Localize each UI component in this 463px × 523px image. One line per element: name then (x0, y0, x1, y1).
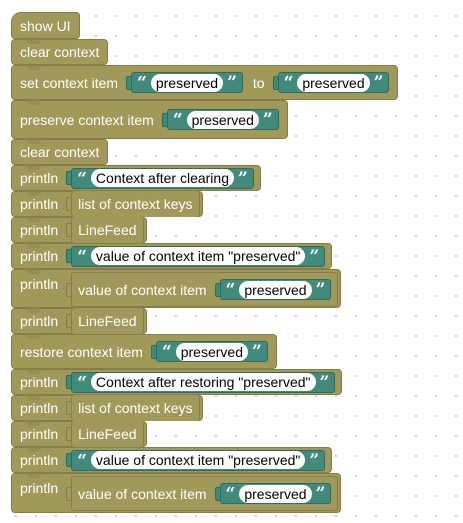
clear-context-block[interactable] (11, 39, 108, 65)
string-field[interactable]: preserved (297, 74, 369, 92)
open-quote-icon: “ (77, 372, 87, 393)
set-context-item-block[interactable] (11, 65, 398, 100)
block-notch (27, 165, 41, 170)
println-block[interactable] (11, 191, 203, 217)
block-notch (27, 334, 41, 339)
block-keyword: println (20, 313, 59, 329)
string-block[interactable] (131, 72, 243, 93)
block-keyword: preserve context item (20, 111, 154, 128)
block-keyword: clear context (20, 144, 100, 160)
block-notch (27, 100, 41, 105)
string-block[interactable] (71, 168, 254, 189)
string-field[interactable]: preserved (239, 485, 311, 503)
key-input-slot (151, 341, 268, 362)
value-input-slot (66, 308, 143, 334)
string-field[interactable]: preserved (187, 111, 259, 129)
block-notch (27, 395, 41, 400)
list-of-context-keys-block[interactable] (71, 191, 199, 217)
block-keyword: println (20, 480, 59, 496)
string-block[interactable] (278, 72, 390, 93)
show-ui-block[interactable] (11, 12, 80, 39)
block-keyword: println (20, 426, 59, 442)
value-of-context-item-block[interactable] (71, 272, 338, 307)
key-input-slot (162, 109, 279, 130)
println-block[interactable] (11, 421, 147, 447)
value-input-slot (66, 168, 254, 189)
block-notch (27, 39, 41, 44)
string-field[interactable]: value of context item "preserved" (91, 451, 305, 469)
input-connector (273, 76, 278, 90)
println-block[interactable] (11, 473, 341, 513)
block-notch (27, 473, 41, 478)
key-input-slot (126, 72, 243, 93)
string-field[interactable]: preserved (176, 343, 248, 361)
value-input-slot (66, 395, 199, 421)
block-keyword: println (20, 374, 59, 390)
close-quote-icon: ” (238, 168, 248, 189)
value-input-slot (66, 191, 199, 217)
value-input-slot (66, 217, 143, 243)
println-block[interactable] (11, 243, 332, 269)
block-keyword: println (20, 222, 59, 238)
block-keyword: println (20, 400, 59, 416)
key-input-slot (215, 279, 332, 300)
string-block[interactable] (71, 372, 335, 393)
preserve-context-item-block[interactable] (11, 100, 288, 139)
string-field[interactable]: Context after clearing (91, 169, 234, 187)
list-of-context-keys-block[interactable] (71, 395, 199, 421)
expression-label: value of context item (78, 281, 207, 298)
println-block[interactable] (11, 395, 203, 421)
open-quote-icon: “ (77, 450, 87, 471)
open-quote-icon: “ (137, 73, 147, 93)
block-keyword: println (20, 196, 59, 212)
println-block[interactable] (11, 369, 342, 395)
close-quote-icon: ” (227, 73, 237, 93)
expression-label: LineFeed (78, 222, 137, 238)
close-quote-icon: ” (373, 73, 384, 93)
println-block[interactable] (11, 217, 147, 243)
close-quote-icon: ” (262, 110, 273, 130)
linefeed-block[interactable] (71, 421, 143, 447)
string-block[interactable] (167, 109, 279, 130)
linefeed-block[interactable] (71, 308, 143, 334)
open-quote-icon: “ (161, 342, 172, 362)
open-quote-icon: “ (172, 110, 183, 130)
block-keyword: clear context (20, 44, 100, 60)
string-block[interactable] (71, 450, 325, 471)
to-label: to (252, 74, 265, 91)
block-keyword: println (20, 170, 59, 186)
value-input-slot (66, 372, 335, 393)
block-keyword: println (20, 452, 59, 468)
block-keyword: restore context item (20, 343, 143, 360)
string-field[interactable]: Context after restoring "preserved" (91, 373, 316, 391)
println-block[interactable] (11, 165, 261, 191)
close-quote-icon: ” (251, 342, 262, 362)
block-notch (27, 139, 41, 144)
expression-label: LineFeed (78, 313, 137, 329)
block-keyword: show UI (20, 17, 71, 34)
value-input-slot (66, 272, 338, 307)
value-of-context-item-block[interactable] (71, 476, 338, 511)
value-input-slot (273, 72, 390, 93)
close-quote-icon: ” (309, 450, 320, 471)
string-block[interactable] (220, 483, 332, 504)
expression-label: value of context item (78, 485, 207, 502)
close-quote-icon: ” (315, 280, 326, 300)
block-notch (27, 447, 41, 452)
string-block[interactable] (220, 279, 332, 300)
block-keyword: set context item (20, 74, 119, 91)
open-quote-icon: “ (225, 280, 236, 300)
open-quote-icon: “ (77, 168, 87, 189)
println-block[interactable] (11, 447, 332, 473)
block-notch (27, 308, 41, 313)
string-field[interactable]: preserved (151, 74, 223, 92)
close-quote-icon: ” (315, 484, 326, 504)
block-keyword: println (20, 248, 59, 264)
block-notch (27, 243, 41, 248)
block-notch (27, 421, 41, 426)
key-input-slot (215, 483, 332, 504)
expression-label: list of context keys (78, 400, 193, 416)
println-block[interactable] (11, 269, 341, 308)
expression-label: list of context keys (78, 196, 193, 212)
string-field[interactable]: value of context item "preserved" (91, 247, 305, 265)
block-notch (27, 191, 41, 196)
linefeed-block[interactable] (71, 217, 143, 243)
println-block[interactable] (11, 308, 147, 334)
block-notch (27, 65, 41, 70)
value-input-slot (66, 450, 325, 471)
clear-context-block[interactable] (11, 139, 108, 165)
block-notch (27, 217, 41, 222)
input-connector (215, 487, 220, 501)
string-block[interactable] (156, 341, 268, 362)
close-quote-icon: ” (319, 372, 330, 393)
block-keyword: println (20, 276, 59, 292)
block-notch (27, 369, 41, 374)
value-input-slot (66, 476, 338, 511)
open-quote-icon: “ (225, 484, 236, 504)
close-quote-icon: ” (309, 246, 320, 267)
string-field[interactable]: preserved (239, 281, 311, 299)
value-input-slot (66, 421, 143, 447)
block-notch (27, 269, 41, 274)
restore-context-item-block[interactable] (11, 334, 277, 369)
expression-label: LineFeed (78, 426, 137, 442)
open-quote-icon: “ (77, 246, 87, 267)
open-quote-icon: “ (283, 73, 294, 93)
input-connector (215, 283, 220, 297)
string-block[interactable] (71, 246, 325, 267)
value-input-slot (66, 246, 325, 267)
